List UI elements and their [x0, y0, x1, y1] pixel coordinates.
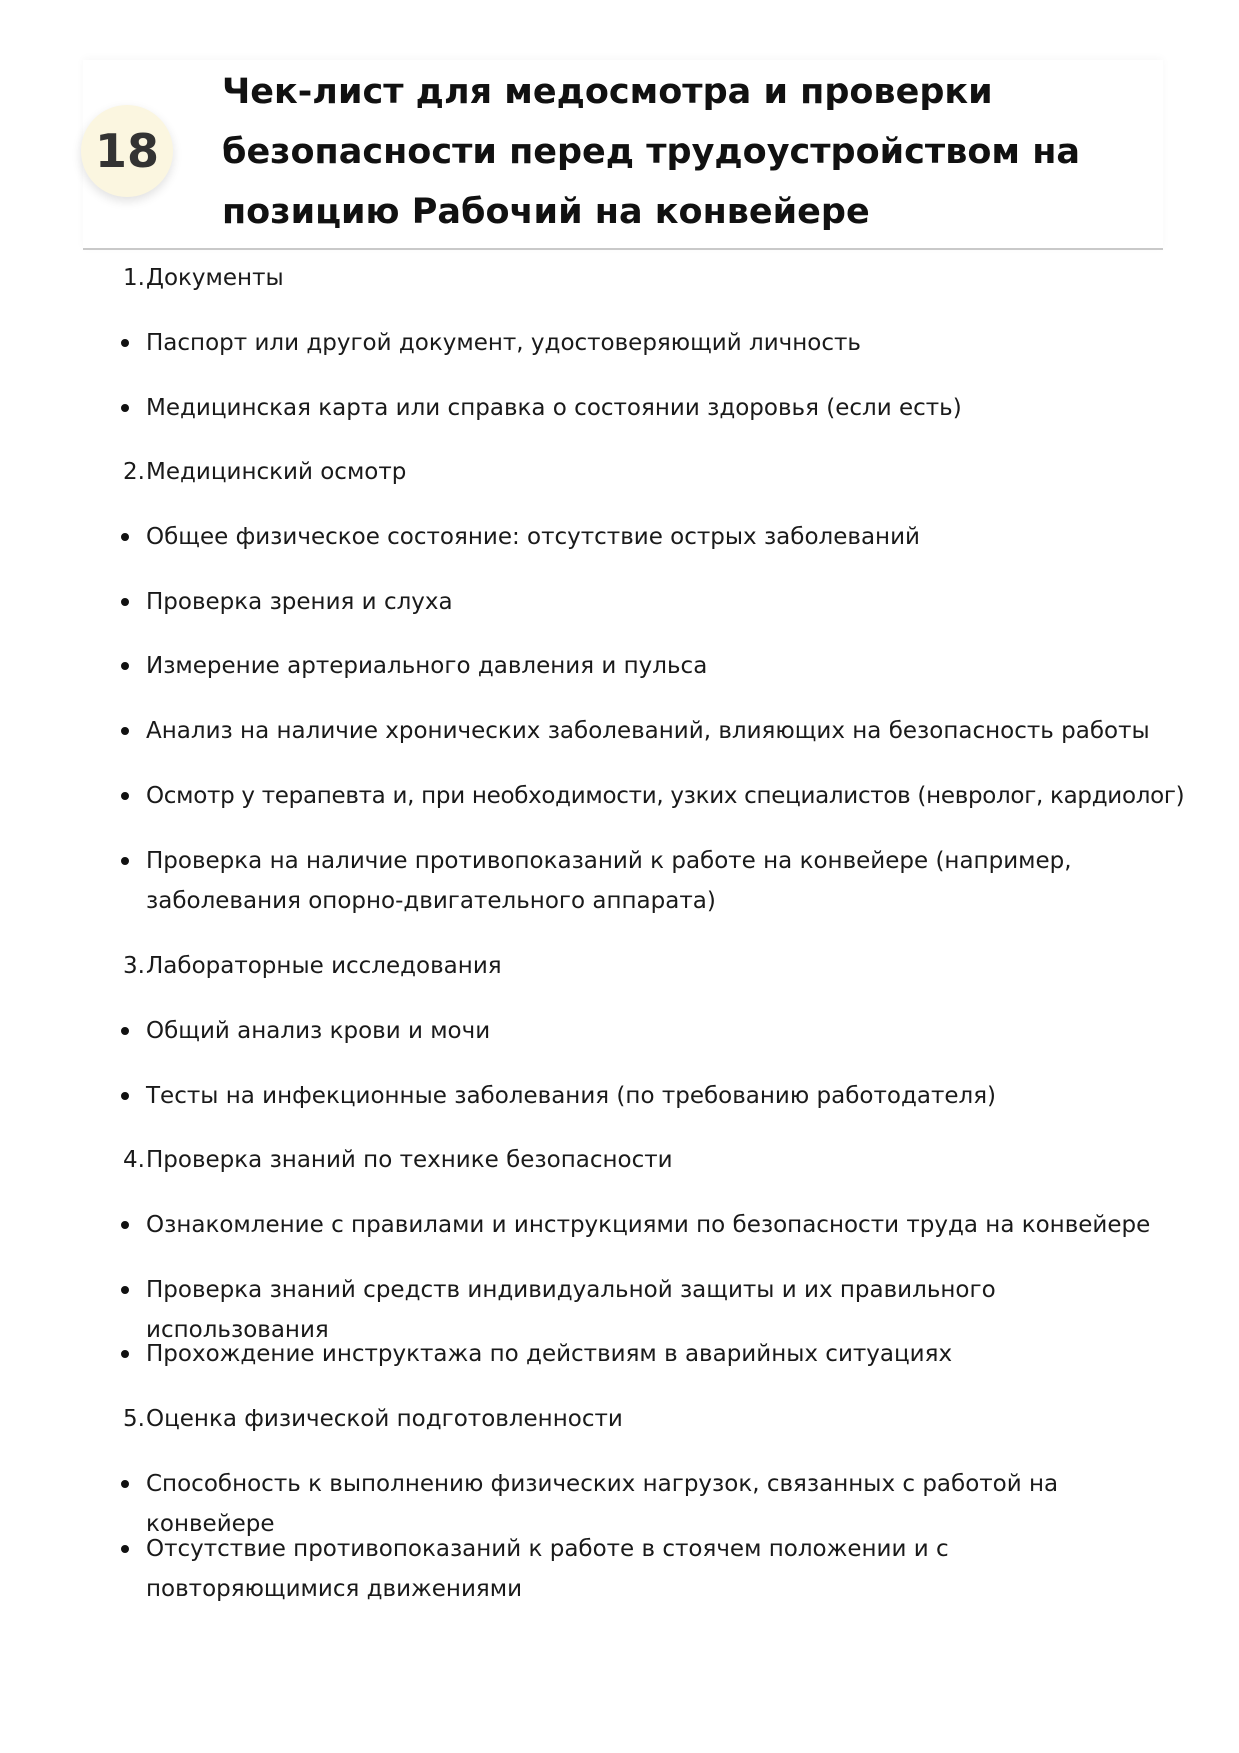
list-item-text: Проверка зрения и слуха	[146, 589, 453, 615]
section-title: Медицинский осмотр	[146, 459, 407, 485]
bullet-icon	[121, 1545, 129, 1553]
bullet-icon	[121, 1480, 129, 1488]
list-item	[146, 323, 1156, 363]
section-heading	[123, 258, 1156, 298]
bullet-icon	[121, 404, 129, 412]
list-item-text: Ознакомление с правилами и инструкциями по безопасности труда на конвейере	[146, 1212, 1151, 1238]
list-item	[146, 1011, 1156, 1051]
section-number: 2.	[123, 459, 145, 485]
list-item-text: Способность к выполнению физических нагрузок, связанных с работой на конвейере	[146, 1471, 1059, 1537]
list-item	[146, 1205, 1156, 1245]
section-number: 1.	[123, 265, 145, 291]
list-item-text: Общий анализ крови и мочи	[146, 1018, 491, 1044]
bullet-icon	[121, 662, 129, 670]
bullet-icon	[121, 339, 129, 347]
list-item-text: Измерение артериального давления и пульса	[146, 653, 708, 679]
list-item	[146, 711, 1156, 751]
bullet-icon	[121, 598, 129, 606]
bullet-icon	[121, 1286, 129, 1294]
list-item	[146, 582, 1156, 622]
document-title: Чек-лист для медосмотра и проверки безопасности перед трудоустройством на позицию Рабочий на конвейере	[222, 72, 1080, 232]
bullet-icon	[121, 1350, 129, 1358]
list-item-text: Тесты на инфекционные заболевания (по требованию работодателя)	[146, 1083, 997, 1109]
list-item	[146, 1529, 1156, 1609]
section-heading	[123, 946, 1156, 986]
list-item	[146, 388, 1156, 428]
list-item-text: Прохождение инструктажа по действиям в аварийных ситуациях	[146, 1341, 953, 1367]
list-item-text: Проверка на наличие противопоказаний к работе на конвейере (например, заболевания опорно-двигательного аппарата)	[146, 848, 1072, 914]
bullet-icon	[121, 857, 129, 865]
section-heading	[123, 452, 1156, 492]
list-item-text: Проверка знаний средств индивидуальной защиты и их правильного использования	[146, 1277, 996, 1343]
bullet-icon	[121, 533, 129, 541]
list-item-text: Паспорт или другой документ, удостоверяющий личность	[146, 330, 861, 356]
section-heading	[123, 1399, 1156, 1439]
section-number: 3.	[123, 953, 145, 979]
section-title: Оценка физической подготовленности	[146, 1406, 623, 1432]
list-item-text: Осмотр у терапевта и, при необходимости, узких специалистов (невролог, кардиолог)	[146, 783, 1185, 809]
page-number-badge: 18	[81, 105, 173, 197]
list-item	[146, 646, 1156, 686]
bullet-icon	[121, 1027, 129, 1035]
section-number: 4.	[123, 1147, 145, 1173]
list-item	[146, 1076, 1156, 1116]
bullet-icon	[121, 1221, 129, 1229]
section-title: Лабораторные исследования	[146, 953, 502, 979]
list-item	[146, 517, 1156, 557]
list-item	[146, 1334, 1156, 1374]
list-item	[146, 841, 1076, 921]
bullet-icon	[121, 727, 129, 735]
bullet-icon	[121, 792, 129, 800]
list-item-text: Отсутствие противопоказаний к работе в стоячем положении и с повторяющимися движениями	[146, 1536, 949, 1602]
section-number: 5.	[123, 1406, 145, 1432]
section-heading	[123, 1140, 1156, 1180]
section-title: Документы	[146, 265, 284, 291]
list-item-text: Анализ на наличие хронических заболеваний, влияющих на безопасность работы	[146, 718, 1150, 744]
list-item	[146, 776, 1226, 816]
section-title: Проверка знаний по технике безопасности	[146, 1147, 673, 1173]
list-item-text: Общее физическое состояние: отсутствие острых заболеваний	[146, 524, 920, 550]
list-item-text: Медицинская карта или справка о состоянии здоровья (если есть)	[146, 395, 962, 421]
bullet-icon	[121, 1092, 129, 1100]
